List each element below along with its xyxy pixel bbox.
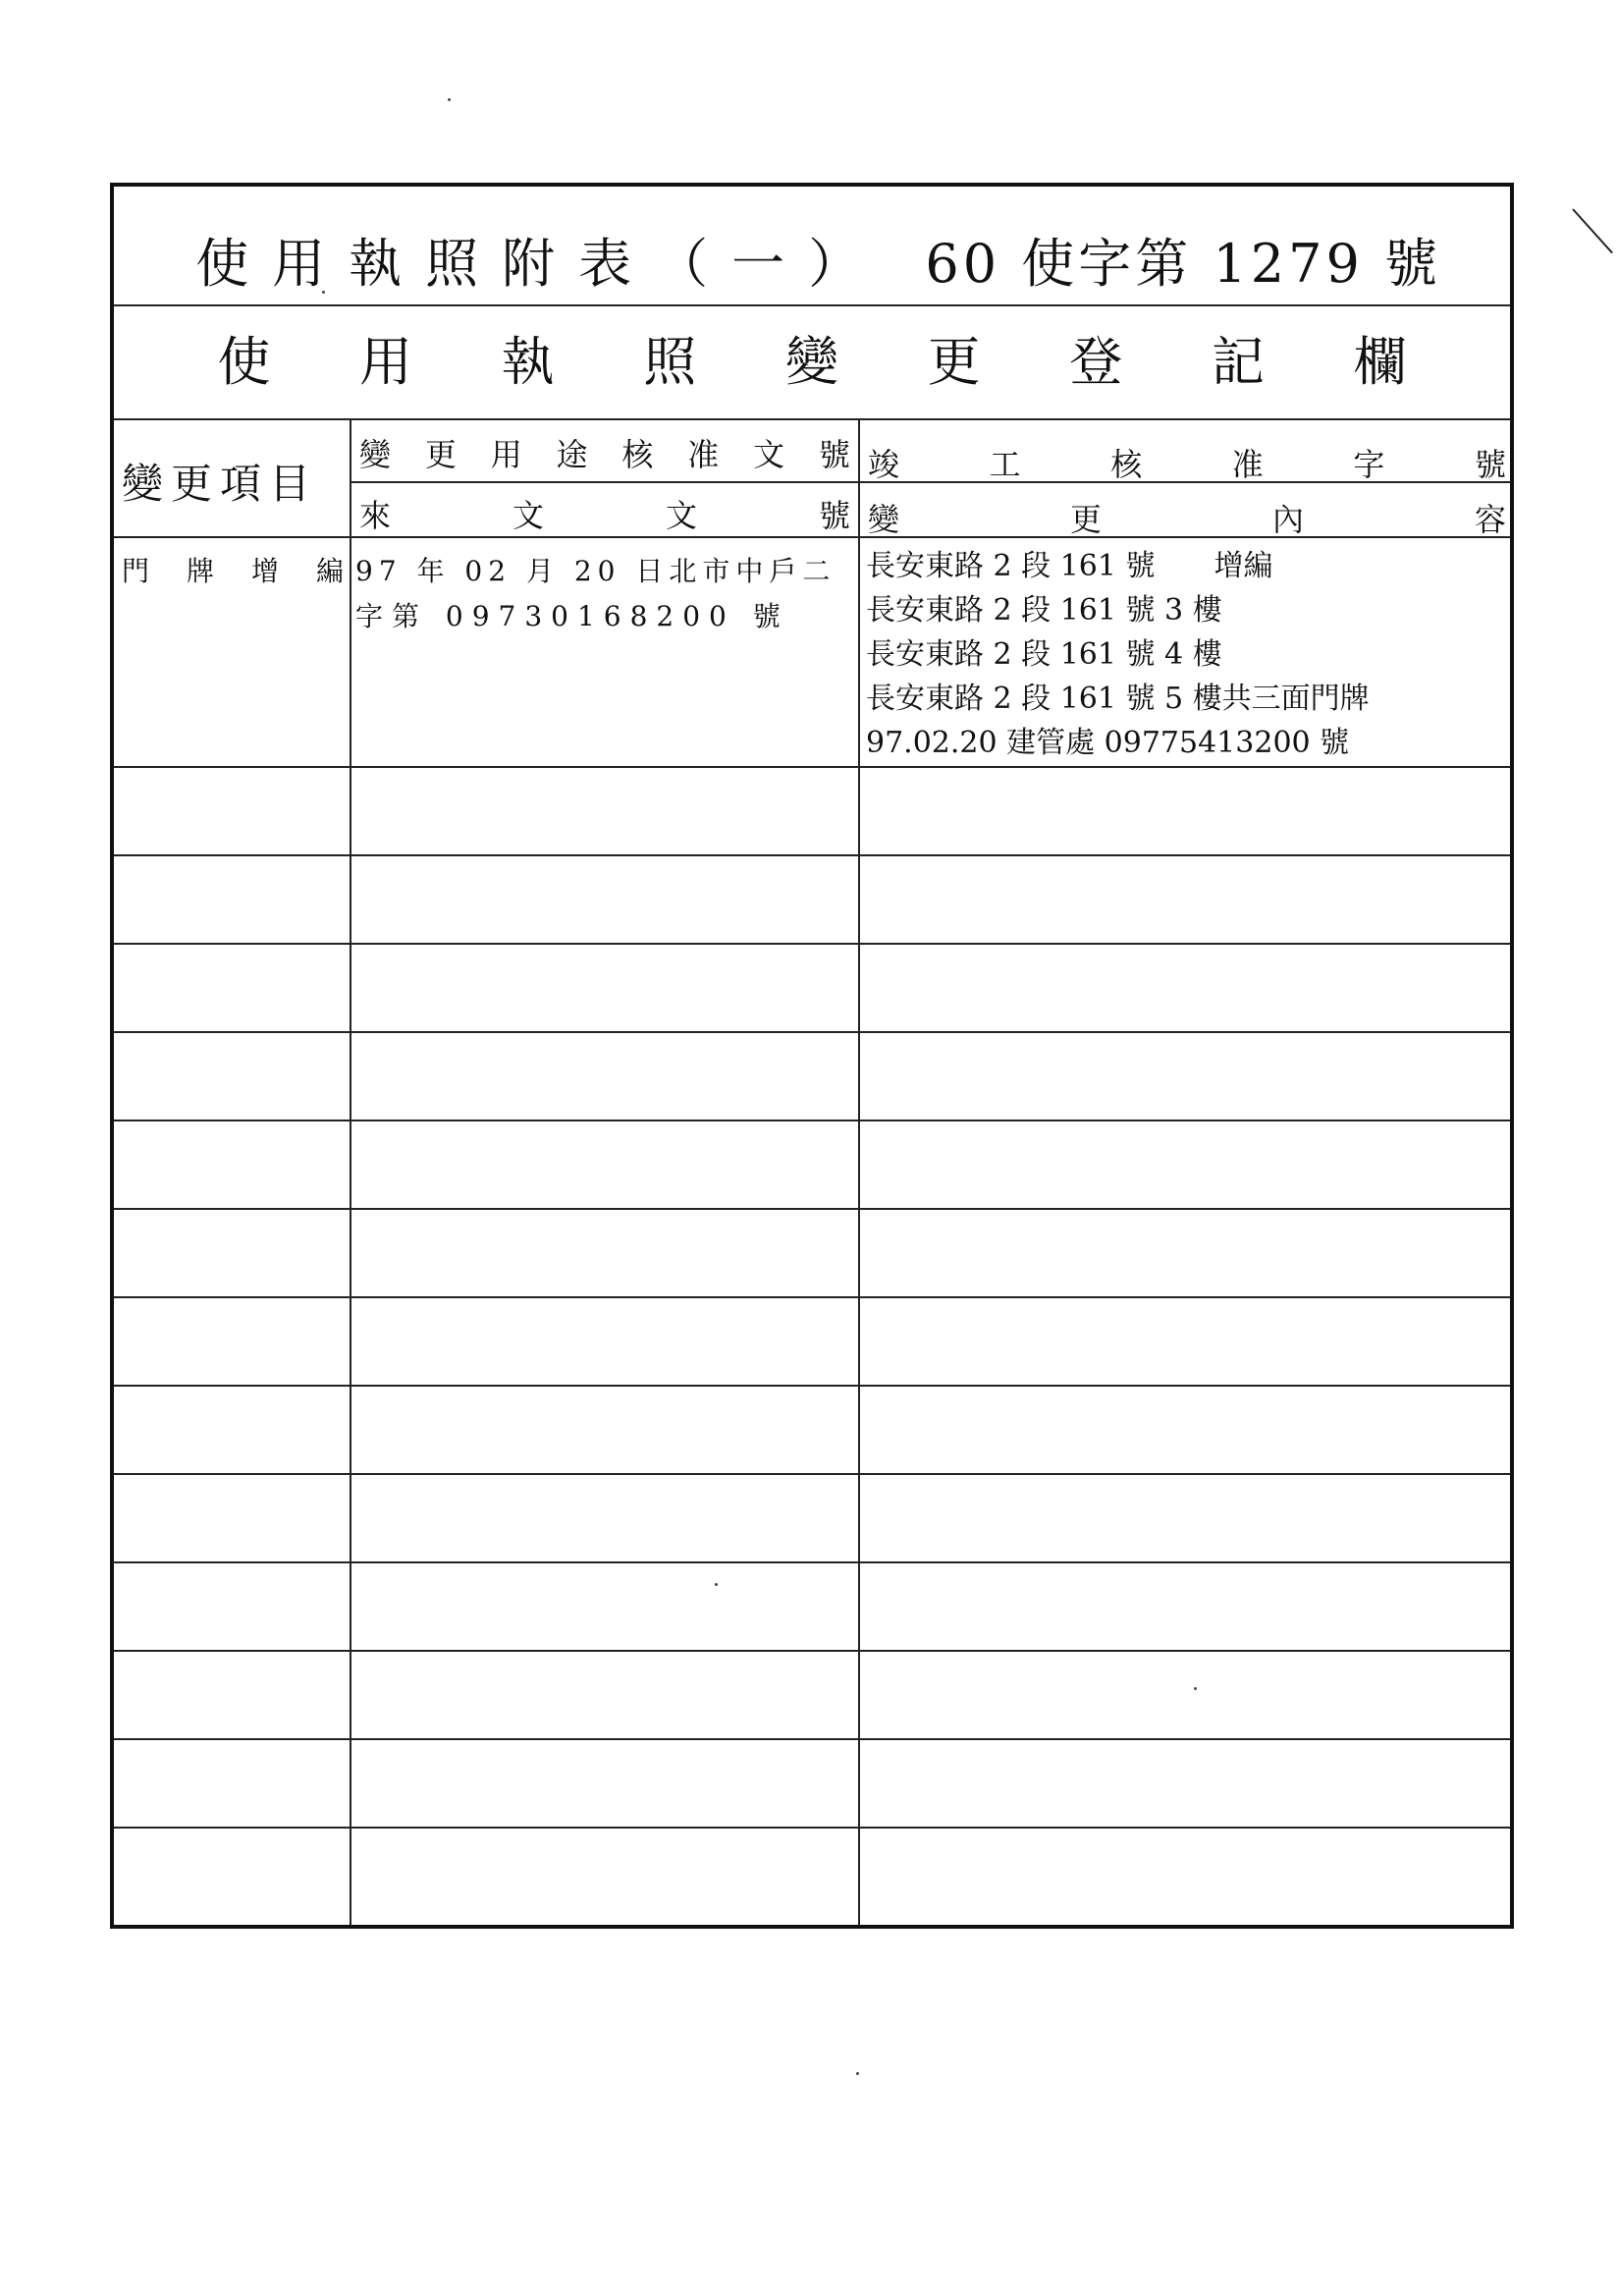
banner-char: 欄 [1353,331,1407,393]
row-line [114,1120,1510,1121]
header-char: 內 [1271,501,1304,538]
banner-char: 登 [1069,331,1123,393]
content-line: 97.02.20 建管處 09775413200 號 [866,726,1350,760]
header-char: 號 [818,436,850,473]
header-char: 號 [818,497,850,534]
header-char: 工 [989,446,1021,483]
header-char: 文 [512,497,544,534]
column-header-item: 變更項目 [122,460,319,508]
row-line [114,1561,1510,1563]
header-char: 更 [1069,501,1102,538]
row-line [114,766,1510,768]
row-line [114,1650,1510,1652]
item-char: 牌 [186,555,214,587]
row-line [114,943,1510,945]
header-char: 文 [665,497,697,534]
header-char: 核 [621,436,654,473]
entry-item [122,550,344,589]
column-header-change-content [868,495,1506,540]
title-text: 使用執照附表（一） [195,233,886,295]
column-header-incoming-doc [359,491,850,536]
banner-char: 更 [927,331,981,393]
column-header-approval [359,430,850,475]
scan-speck [448,98,451,101]
row-line [114,1296,1510,1298]
header-char: 來 [359,497,392,534]
banner-char: 執 [501,331,555,393]
header-char: 容 [1474,501,1506,538]
row-line [114,1385,1510,1387]
form-title [114,222,1510,298]
header-char: 號 [1474,446,1506,483]
row-line [114,1208,1510,1210]
registration-form [110,183,1514,1929]
item-char: 增 [250,555,279,587]
header-char: 准 [1231,446,1264,483]
content-line: 長安東路 2 段 161 號 5 樓共三面門牌 [866,682,1370,716]
content-line: 長安東路 2 段 161 號 增編 [866,549,1273,583]
license-number: 60 使字第 1279 號 [925,233,1441,295]
column-header-completion [868,440,1506,485]
header-char: 竣 [868,446,900,483]
column-divider [350,418,351,1925]
header-char: 字 [1353,446,1385,483]
banner-char: 變 [784,331,838,393]
header-char: 用 [490,436,522,473]
row-line [114,1031,1510,1033]
banner-char: 照 [643,331,697,393]
item-char: 編 [315,555,344,587]
entry-doc-line-1: 97 年 02 月 20 日北市中戶二 [355,555,836,587]
header-char: 變 [868,501,900,538]
header-char: 准 [687,436,720,473]
item-char: 門 [122,555,150,587]
scan-speck [856,2072,859,2075]
row-line [114,1738,1510,1740]
header-char: 更 [424,436,457,473]
header-char: 途 [556,436,588,473]
banner-char: 使 [217,331,271,393]
row-line [114,1827,1510,1829]
content-line: 長安東路 2 段 161 號 3 樓 [866,593,1222,628]
header-char: 核 [1110,446,1143,483]
header-char: 文 [753,436,785,473]
banner-char: 記 [1211,331,1265,393]
column-divider [858,418,860,1925]
scan-mark [1572,208,1613,253]
banner-char: 用 [358,331,412,393]
rule-line [114,418,1510,420]
change-registration-banner [114,320,1510,396]
content-line: 長安東路 2 段 161 號 4 樓 [866,637,1222,672]
rule-line [114,304,1510,306]
entry-doc-line-2: 字第 09730168200 號 [355,600,789,632]
header-char: 變 [359,436,392,473]
row-line [114,1473,1510,1475]
row-line [114,854,1510,856]
